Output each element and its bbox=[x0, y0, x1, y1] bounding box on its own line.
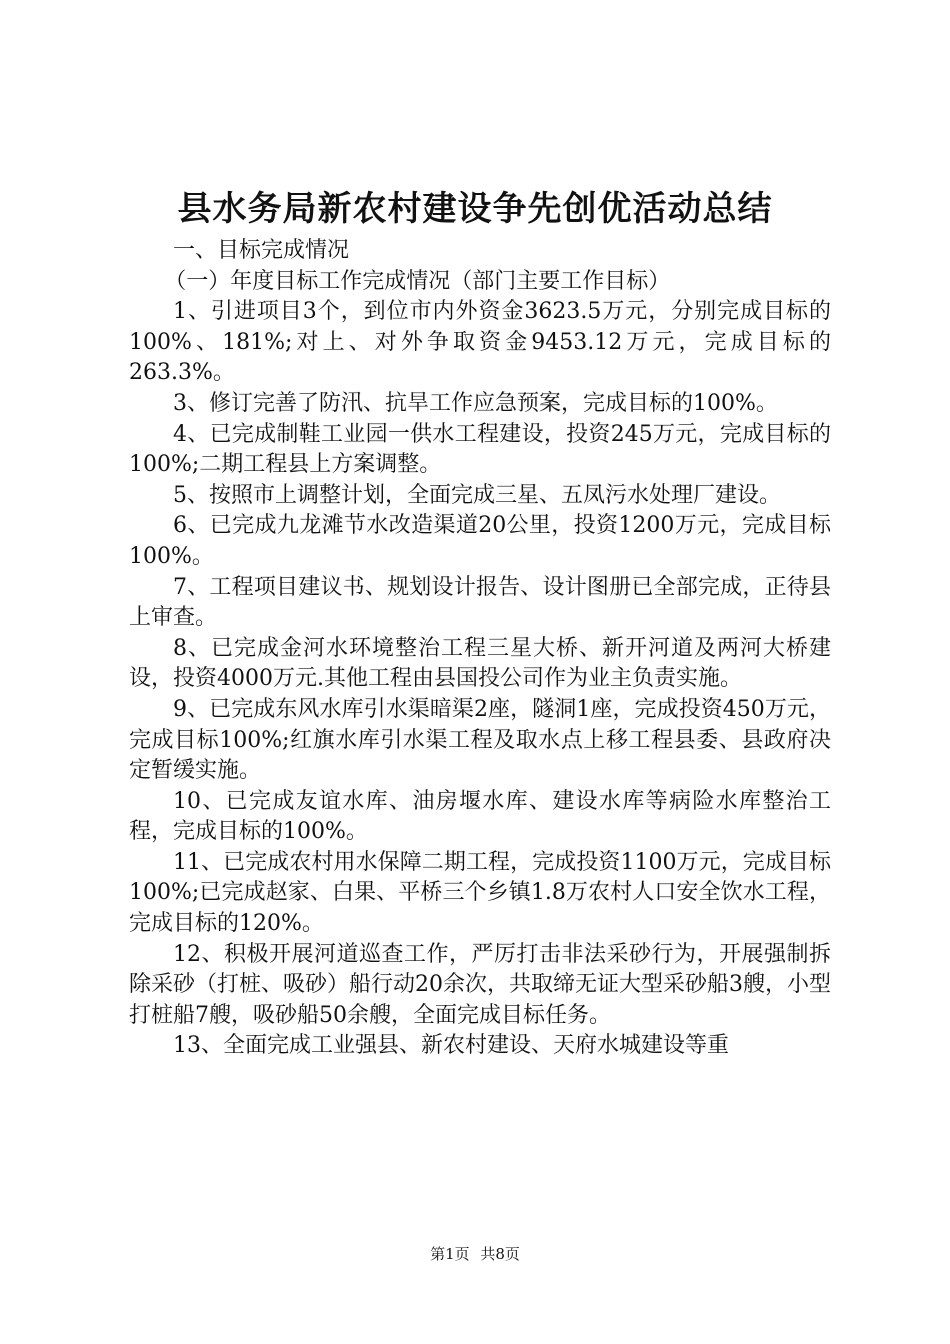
paragraph-item-7: 7、工程项目建议书、规划设计报告、设计图册已全部完成，正待县上审查。 bbox=[129, 574, 831, 631]
page-footer bbox=[0, 1244, 950, 1264]
paragraph-item-5: 5、按照市上调整计划，全面完成三星、五凤污水处理厂建设。 bbox=[173, 482, 781, 508]
subsection-heading: （一）年度目标工作完成情况（部门主要工作目标） bbox=[164, 268, 671, 294]
document-title: 县水务局新农村建设争先创优活动总结 bbox=[177, 189, 773, 229]
paragraph-item-13: 13、全面完成工业强县、新农村建设、天府水城建设等重 bbox=[173, 1033, 729, 1059]
page-number: 第1页 bbox=[430, 1245, 470, 1263]
paragraph-item-8: 8、已完成金河水环境整治工程三星大桥、新开河道及两河大桥建设，投资4000万元.其他工程由县国投公司作为业主负责实施。 bbox=[129, 635, 831, 692]
paragraph-item-9: 9、已完成东风水库引水渠暗渠2座，隧洞1座，完成投资450万元，完成目标100%;红旗水库引水渠工程及取水点上移工程县委、县政府决定暂缓实施。 bbox=[129, 696, 832, 784]
paragraph-item-1: 1、引进项目3个，到位市内外资金3623.5万元，分别完成目标的100%、181%;对上、对外争取资金9453.12万元，完成目标的263.3%。 bbox=[129, 299, 831, 386]
paragraph-item-10: 10、已完成友谊水库、油房堰水库、建设水库等病险水库整治工程，完成目标的100%。 bbox=[129, 788, 831, 845]
document-body bbox=[129, 236, 831, 1062]
paragraph-item-12: 12、积极开展河道巡查工作，严厉打击非法采砂行为，开展强制拆除采砂（打桩、吸砂）船行动20余次，共取缔无证大型采砂船3艘，小型打桩船7艘，吸砂船50余艘，全面完成目标任务。 bbox=[129, 941, 831, 1028]
paragraph-item-4: 4、已完成制鞋工业园一供水工程建设，投资245万元，完成目标的100%;二期工程县上方案调整。 bbox=[129, 421, 831, 478]
paragraph-item-3: 3、修订完善了防汛、抗旱工作应急预案，完成目标的100%。 bbox=[173, 390, 778, 416]
page-total: 共8页 bbox=[480, 1245, 520, 1263]
section-heading: 一、目标完成情况 bbox=[173, 238, 350, 263]
paragraph-item-6: 6、已完成九龙滩节水改造渠道20公里，投资1200万元，完成目标100%。 bbox=[129, 513, 831, 569]
paragraph-item-11: 11、已完成农村用水保障二期工程，完成投资1100万元，完成目标100%;已完成赵家、白果、平桥三个乡镇1.8万农村人口安全饮水工程，完成目标的120%。 bbox=[129, 849, 831, 937]
